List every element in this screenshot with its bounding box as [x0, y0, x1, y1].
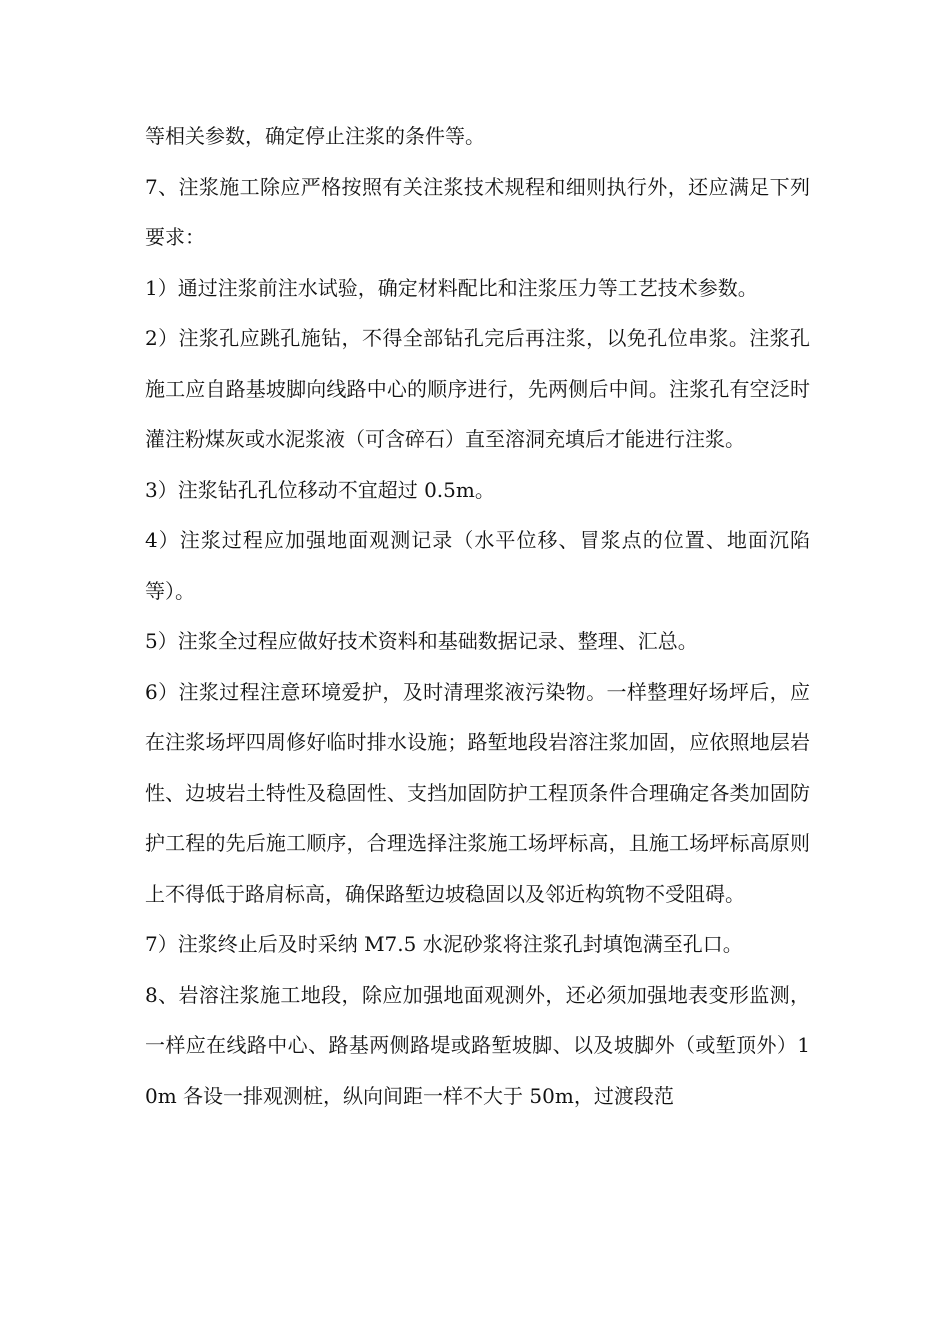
paragraph-subitem-1: 1）通过注浆前注水试验，确定材料配比和注浆压力等工艺技术参数。 [145, 275, 758, 300]
document-body [145, 111, 810, 1121]
paragraph-subitem-3: 3）注浆钻孔孔位移动不宜超过 0.5m。 [145, 477, 495, 502]
paragraph-subitem-4: 4）注浆过程应加强地面观测记录（水平位移、冒浆点的位置、地面沉陷等）。 [145, 528, 810, 603]
paragraph-item-8: 8、岩溶注浆施工地段，除应加强地面观测外，还必须加强地表变形监测，一样应在线路中心、路基两侧路堤或路堑坡脚、以及坡脚外（或堑顶外）10m 各设一排观测桩，纵向间距一样不大于 50m，过渡段范 [145, 982, 810, 1108]
paragraph-item-7: 7、注浆施工除应严格按照有关注浆技术规程和细则执行外，还应满足下列要求： [145, 174, 810, 249]
paragraph-subitem-6: 6）注浆过程注意环境爱护，及时清理浆液污染物。一样整理好场坪后，应在注浆场坪四周修好临时排水设施；路堑地段岩溶注浆加固，应依照地层岩性、边坡岩土特性及稳固性、支挡加固防护工程顶条件合理确定各类加固防护工程的先后施工顺序，合理选择注浆施工场坪标高，且施工场坪标高原则上不得低于路肩标高，确保路堑边坡稳固以及邻近构筑物不受阻碍。 [145, 679, 810, 906]
paragraph-continuation: 等相关参数，确定停止注浆的条件等。 [145, 124, 485, 148]
paragraph-subitem-5: 5）注浆全过程应做好技术资料和基础数据记录、整理、汇总。 [145, 629, 698, 653]
paragraph-subitem-7: 7）注浆终止后及时采纳 M7.5 水泥砂浆将注浆孔封填饱满至孔口。 [145, 932, 743, 956]
paragraph-subitem-2: 2）注浆孔应跳孔施钻，不得全部钻孔完后再注浆，以免孔位串浆。注浆孔施工应自路基坡脚向线路中心的顺序进行，先两侧后中间。注浆孔有空泛时灌注粉煤灰或水泥浆液（可含碎石）直至溶洞充填后才能进行注浆。 [145, 326, 810, 451]
